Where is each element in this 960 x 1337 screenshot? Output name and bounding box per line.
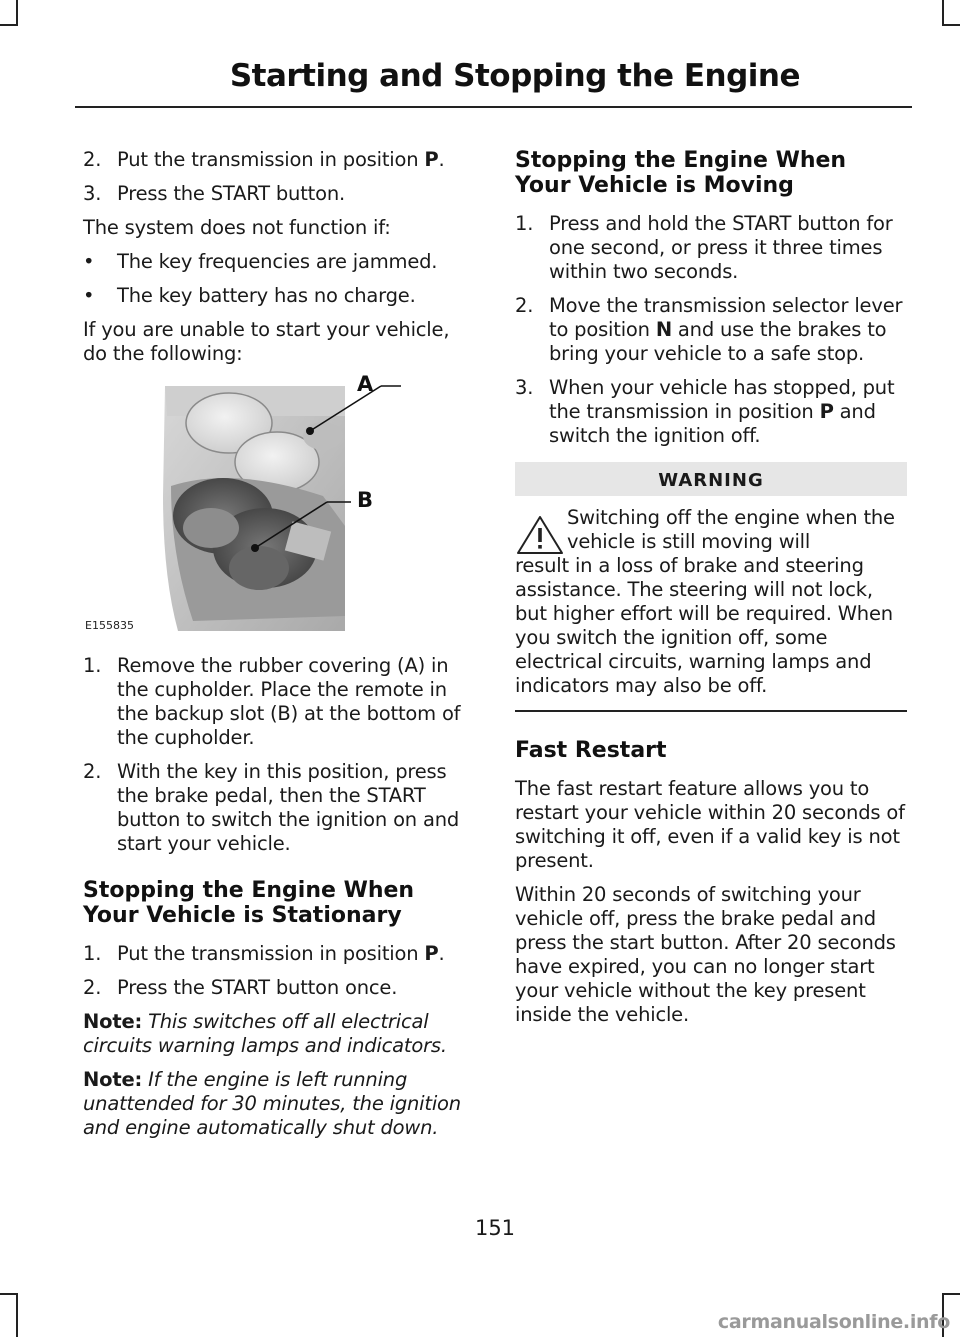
list-text: With the key in this position, press the brake pedal, then the START button to switch the ignition on and start your vehicle. — [117, 760, 460, 855]
page-title: Starting and Stopping the Engine — [229, 58, 800, 94]
list-number: 2. — [83, 760, 102, 783]
list-item — [83, 976, 478, 1000]
list-number: 2. — [515, 294, 534, 317]
list-bold: P — [819, 400, 834, 423]
list-after: and use the brakes to bring your vehicle to a safe stop. — [549, 318, 887, 365]
page-number: 151 — [474, 1216, 516, 1240]
left-column — [83, 148, 478, 1150]
list-number: 3. — [83, 182, 102, 205]
note — [83, 1010, 478, 1058]
list-text: Put the transmission in position — [117, 148, 425, 171]
list-item — [83, 654, 478, 750]
bullet-text: The key battery has no charge. — [117, 284, 416, 307]
paragraph: If you are unable to start your vehicle, do the following: — [83, 318, 450, 365]
list-number: 2. — [83, 148, 102, 171]
list-text: When your vehicle has stopped, put the transmission in position — [549, 376, 895, 423]
heading-line: Stopping the Engine When — [83, 878, 415, 903]
list-item — [515, 376, 907, 448]
crop-mark-top-right-h — [942, 24, 960, 26]
bullet-text: The key frequencies are jammed. — [117, 250, 438, 273]
heading-line: Your Vehicle is Stationary — [83, 903, 402, 928]
list-text: Move the transmission selector lever to position — [549, 294, 903, 341]
crop-mark-top-right — [942, 0, 944, 24]
list-text: Press the START button once. — [117, 976, 398, 999]
list-number: 1. — [515, 212, 534, 235]
list-bold: N — [655, 318, 672, 341]
list-item — [515, 294, 907, 366]
list-text: Put the transmission in position — [117, 942, 425, 965]
list-text: Press the START button. — [117, 182, 345, 205]
paragraph: The fast restart feature allows you to restart your vehicle within 20 seconds of switching it off, even if a valid key is not present. — [515, 777, 905, 872]
paragraph: Within 20 seconds of switching your vehicle off, press the brake pedal and press the start button. After 20 seconds have expired, you can no longer start your vehicle without the key present inside the vehicle. — [515, 883, 896, 1026]
list-bold: P — [424, 942, 439, 965]
figure-label-b: B — [357, 488, 374, 512]
warning-text-first: Switching off the engine when the vehicle is still moving will — [567, 506, 895, 553]
list-number: 3. — [515, 376, 534, 399]
list-text: Remove the rubber covering (A) in the cupholder. Place the remote in the backup slot (B) at the bottom of the cupholder. — [117, 654, 461, 749]
note-text: If the engine is left running unattended for 30 minutes, the ignition and engine automatically shut down. — [83, 1068, 461, 1139]
note-text: This switches off all electrical circuits warning lamps and indicators. — [83, 1010, 447, 1057]
heading-line: Stopping the Engine When — [515, 148, 847, 173]
list-after: and switch the ignition off. — [549, 400, 876, 447]
warning-triangle-icon — [515, 514, 565, 556]
bullet-item — [83, 250, 478, 274]
bullet-dot: • — [83, 284, 95, 307]
crop-mark-top-left-h — [0, 24, 18, 26]
list-number: 1. — [83, 942, 102, 965]
list-number: 1. — [83, 654, 102, 677]
crop-mark-bottom-right-h — [942, 1293, 960, 1295]
figure-label-a: A — [357, 372, 374, 396]
list-item — [83, 942, 478, 966]
list-after: . — [438, 148, 445, 171]
bullet-item — [83, 284, 478, 308]
paragraph: The system does not function if: — [83, 216, 391, 239]
list-text: Press and hold the START button for one second, or press it three times within two seconds. — [549, 212, 893, 283]
crop-mark-top-left — [16, 0, 18, 24]
list-bold: P — [424, 148, 439, 171]
warning-header: WARNING — [515, 462, 907, 496]
warning-text-rest: result in a loss of brake and steering assistance. The steering will not lock, but higher effort will be required. When you switch the ignition off, some electrical circuits, warning lamps and indicators may also be off. — [515, 554, 893, 697]
crop-mark-bottom-left — [16, 1293, 18, 1337]
header-rule — [75, 106, 912, 108]
cupholder-illustration — [83, 376, 478, 636]
list-item — [83, 760, 478, 856]
heading-line: Your Vehicle is Moving — [515, 173, 794, 198]
list-item — [515, 212, 907, 284]
list-item — [83, 148, 478, 172]
heading-stationary — [83, 878, 478, 928]
watermark[interactable]: carmanualsonline.info — [717, 1311, 950, 1333]
heading-fast-restart: Fast Restart — [515, 738, 667, 763]
list-number: 2. — [83, 976, 102, 999]
note-label: Note: — [83, 1010, 143, 1033]
heading-moving — [515, 148, 907, 198]
note-label: Note: — [83, 1068, 143, 1091]
warning-rule — [515, 710, 907, 712]
cupholder-figure — [83, 372, 478, 636]
list-item — [83, 182, 478, 206]
figure-id: E155835 — [85, 619, 134, 632]
warning-body — [515, 506, 907, 712]
right-column — [515, 148, 907, 1037]
list-after: . — [438, 942, 445, 965]
bullet-dot: • — [83, 250, 95, 273]
note — [83, 1068, 478, 1140]
crop-mark-bottom-left-h — [0, 1293, 18, 1295]
